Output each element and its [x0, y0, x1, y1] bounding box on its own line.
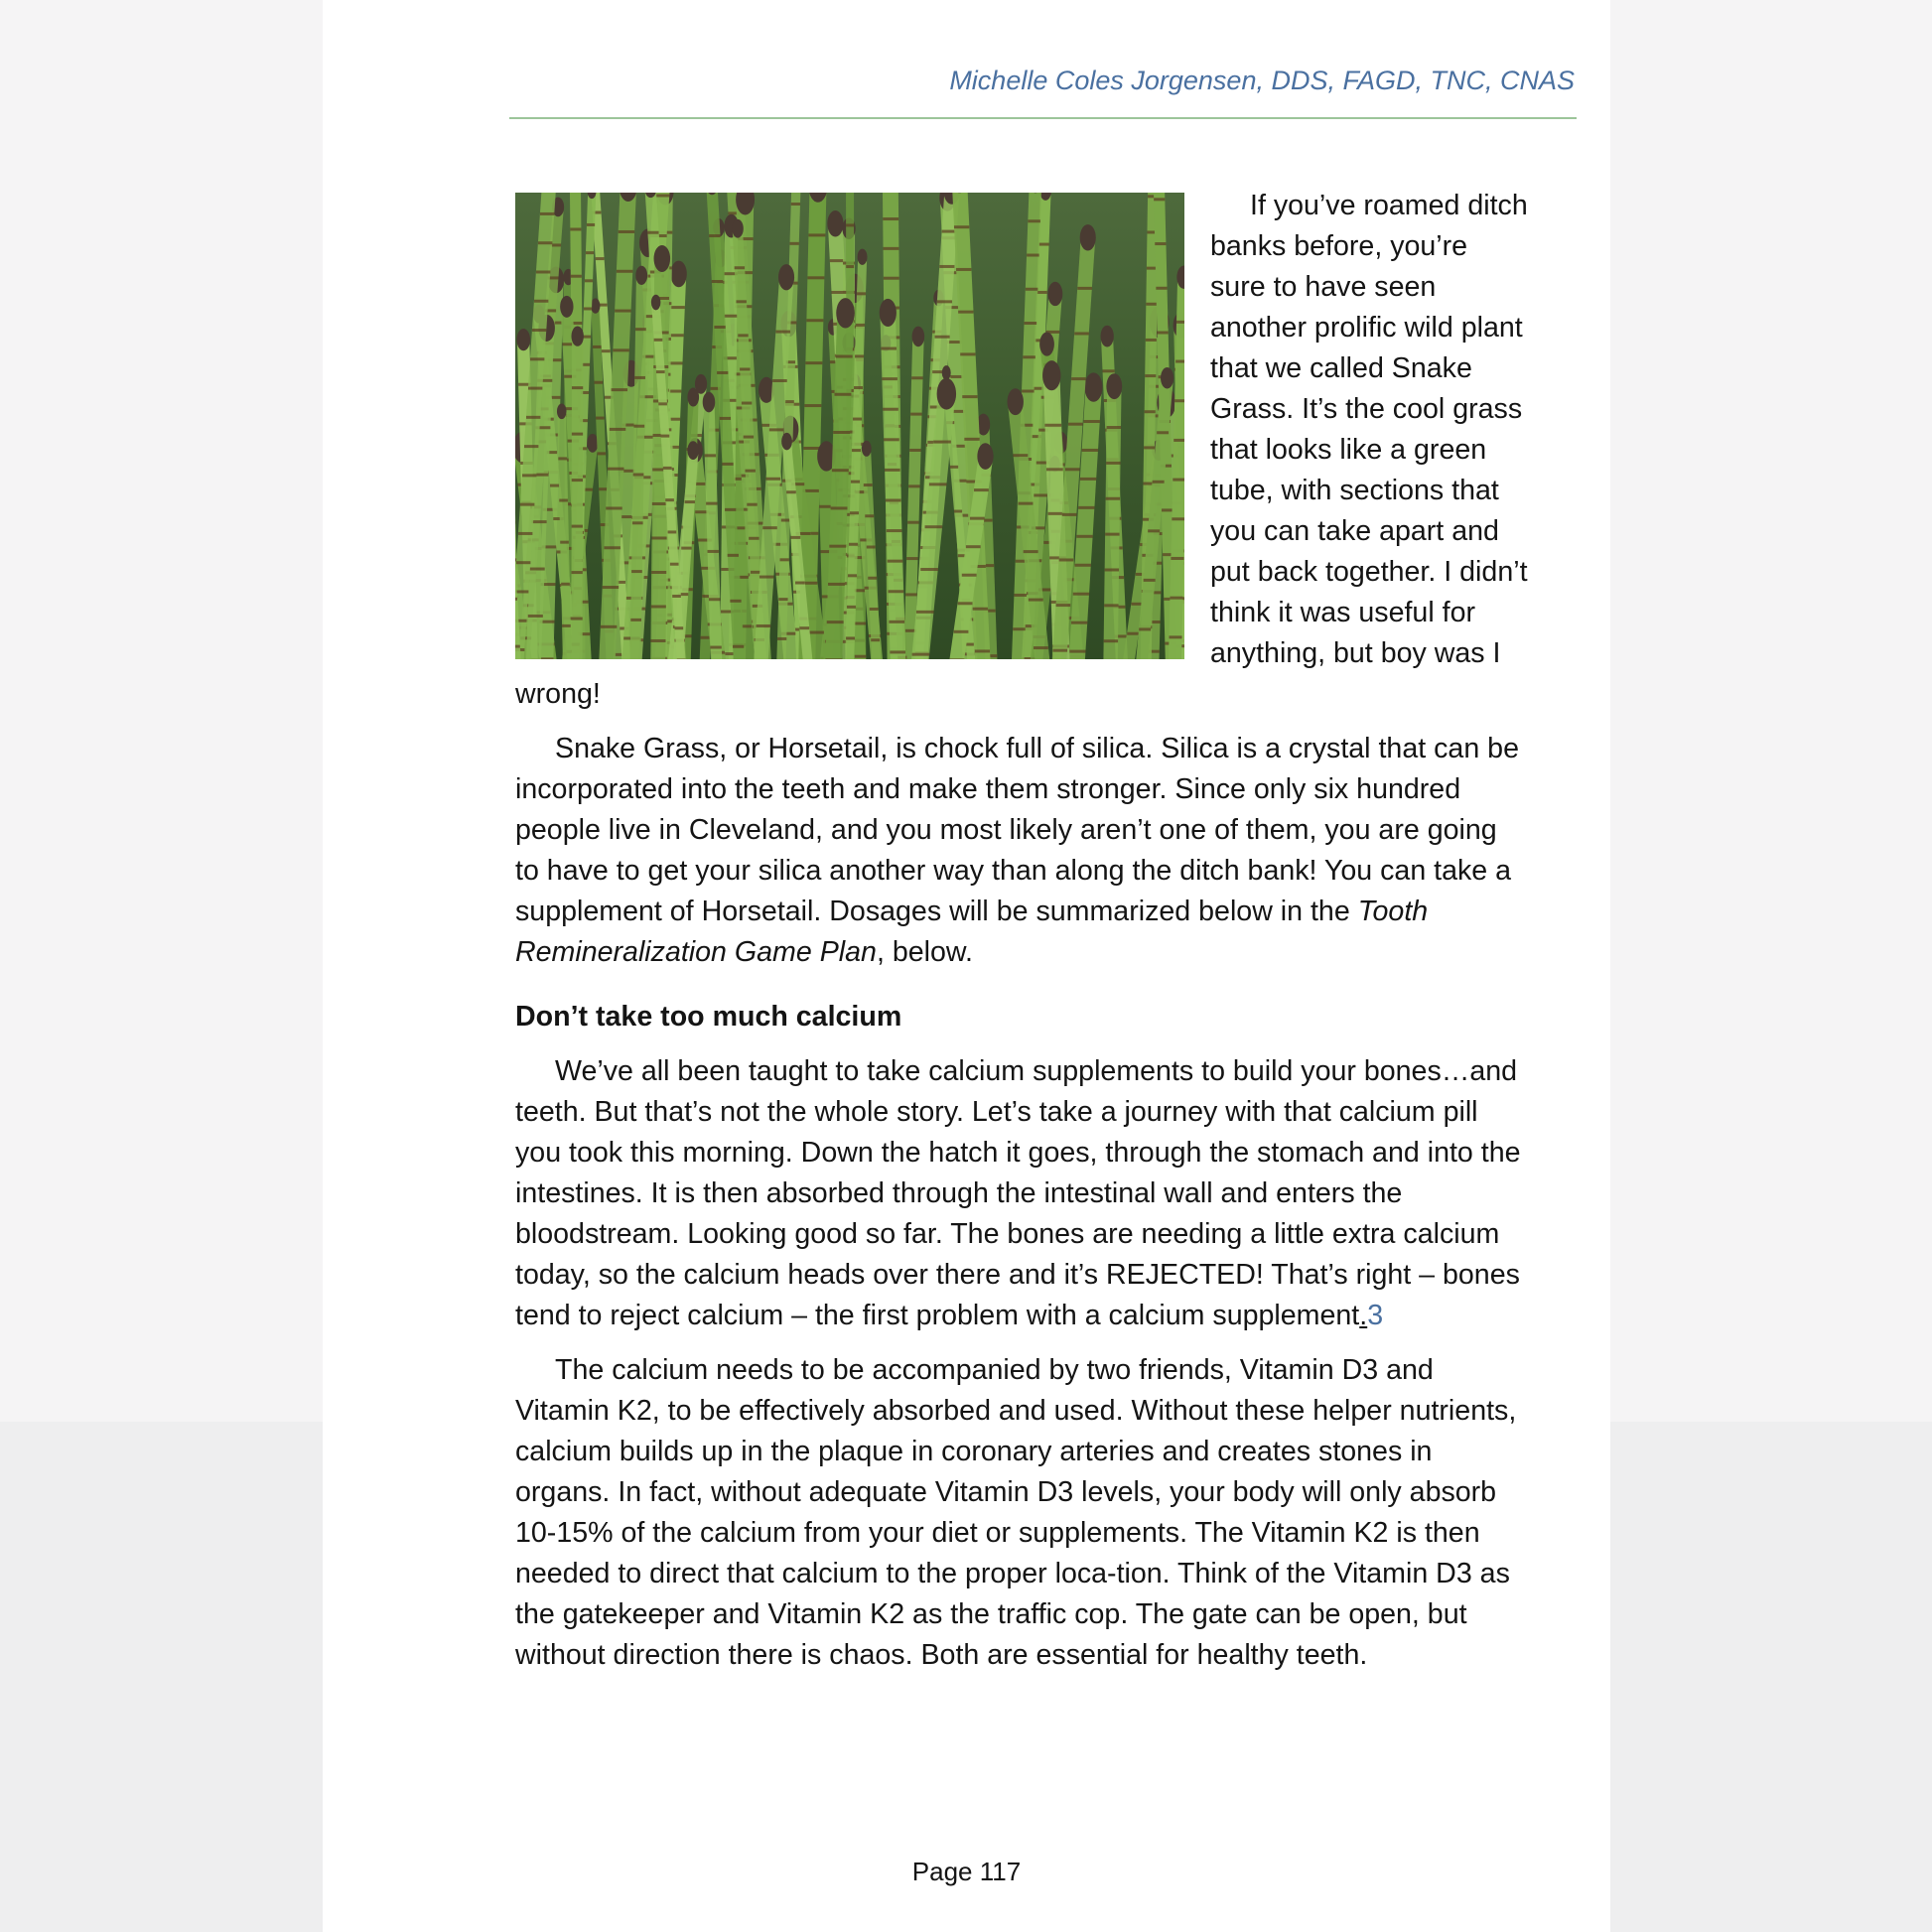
paragraph-horsetail-silica [515, 729, 1528, 973]
game-plan-title: Tooth Remineralization Game Plan [515, 896, 1429, 968]
paragraph-calcium-text: We’ve all been taught to take calcium supplements to build your bones…and teeth. But that’s not the whole story. Let’s take a journey with that calcium pill you took this morning. Down the hatch it goes, through the stomach and into the intestines. It is then absorbed through the intestinal wall and enters the bloodstream. Looking good so far. The bones are needing a little extra calcium today, so the calcium heads over there and it’s REJECTED! That’s right – bones tend to reject calcium – the first problem with a calcium supplement [515, 1055, 1521, 1331]
footnote-number[interactable]: 3 [1367, 1300, 1384, 1331]
paragraph-vitamin-helpers: The calcium needs to be accompanied by two friends, Vitamin D3 and Vitamin K2, to be effectively absorbed and used. Without these helper nutrients, calcium builds up in the plaque in coronary arteries and creates stones in organs. In fact, without adequate Vitamin D3 levels, your body will only absorb 10-15% of the calcium from your diet or supplements. The Vitamin K2 is then needed to direct that calcium to the proper loca-tion. Think of the Vitamin D3 as the gatekeeper and Vitamin K2 as the traffic cop. The gate can be open, but without direction there is chaos. Both are essential for healthy teeth. [515, 1354, 1517, 1671]
page-number: Page 117 [911, 1857, 1022, 1886]
document-page [323, 0, 1610, 1932]
page-content [515, 186, 1528, 1690]
footnote-link[interactable] [1359, 1300, 1383, 1331]
paragraph-snake-grass-intro: If you’ve roamed ditch banks before, you’re sure to have seen another prolific wild plant that we called Snake Grass. It’s the cool grass that looks like a green tube, with sections that you can take apart and put back together. I didn’t think it was useful for anything, but boy was I wrong! [515, 190, 1528, 710]
running-header-author: Michelle Coles Jorgensen, DDS, FAGD, TNC, CNAS [949, 66, 1575, 95]
paragraph-horsetail-text: Snake Grass, or Horsetail, is chock full of silica. Silica is a crystal that can be incorporated into the teeth and make them stronger. Since only six hundred people live in Cleveland, and you most likely aren’t one of them, you are going to have to get your silica another way than along the ditch bank! You can take a supplement of Horsetail. Dosages will be summarized below in the [515, 733, 1519, 927]
horsetail-image [515, 193, 1184, 659]
section-heading-calcium: Don’t take too much calcium [515, 1001, 902, 1033]
paragraph-horsetail-end: , below. [876, 936, 973, 968]
horsetail-photo [515, 193, 1184, 659]
footnote-dot: . [1359, 1300, 1368, 1331]
paragraph-calcium-journey [515, 1051, 1528, 1336]
header-divider [509, 117, 1577, 119]
